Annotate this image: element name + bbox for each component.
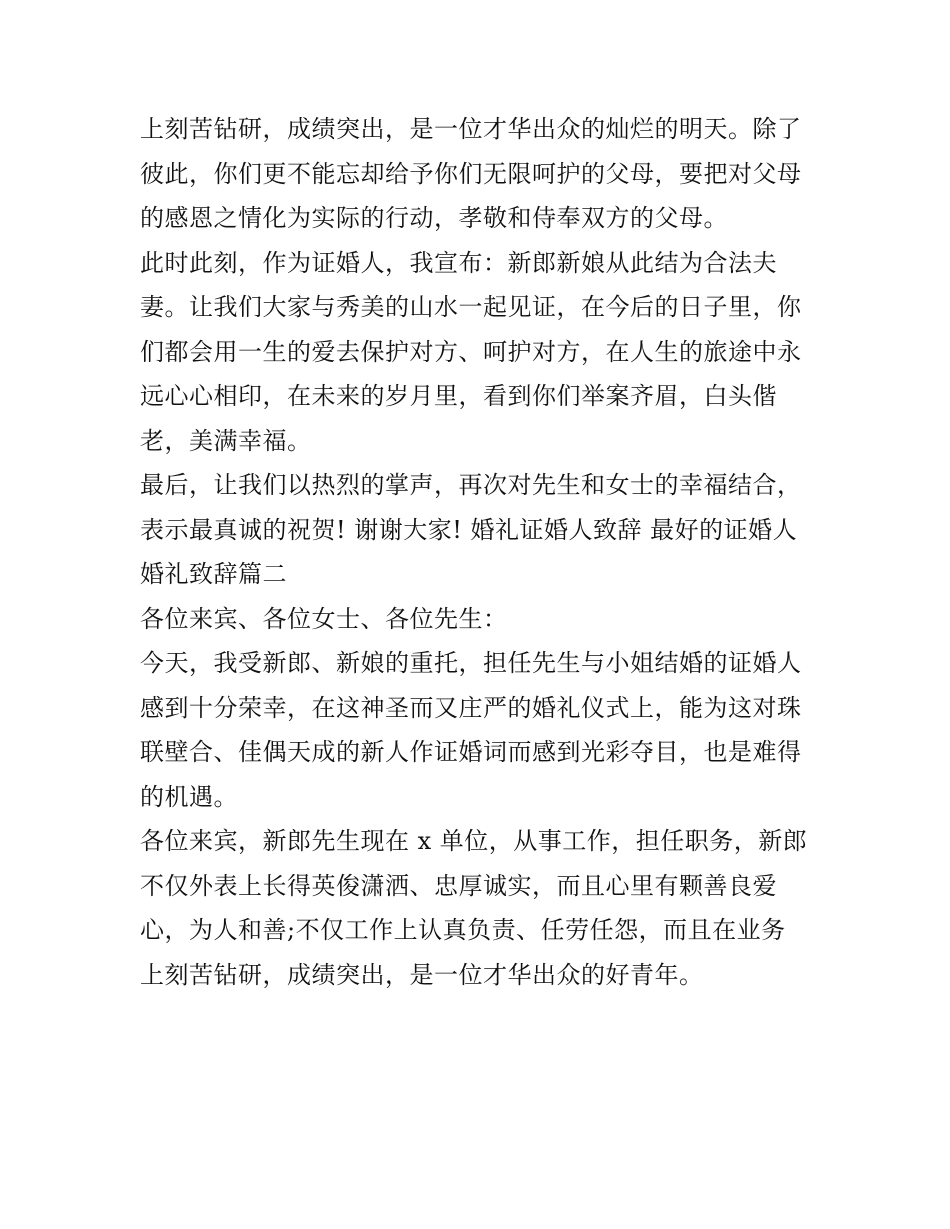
text-line: 的感恩之情化为实际的行动，孝敬和侍奉双方的父母。 bbox=[140, 204, 728, 232]
document-body bbox=[140, 107, 820, 997]
text-line: 不仅外表上长得英俊潇洒、忠厚诚实，而且心里有颗善良爱 bbox=[140, 871, 777, 900]
paragraph-closing-blessing bbox=[140, 107, 820, 241]
paragraph-groom-description bbox=[140, 819, 820, 997]
text-line: 各位来宾，新郎先生现在 x 单位，从事工作，担任职务，新郎 bbox=[140, 827, 808, 855]
text-line: 妻。让我们大家与秀美的山水一起见证，在今后的日子里，你 bbox=[140, 293, 802, 321]
paragraph-final-thanks bbox=[140, 463, 820, 597]
text-line: 感到十分荣幸，在这神圣而又庄严的婚礼仪式上，能为这对珠 bbox=[140, 693, 802, 722]
text-line: 心，为人和善;不仅工作上认真负责、任劳任怨，而且在业务 bbox=[140, 916, 786, 944]
text-line: 表示最真诚的祝贺! 谢谢大家! 婚礼证婚人致辞 最好的证婚人 bbox=[140, 515, 798, 544]
text-line: 上刻苦钻研，成绩突出，是一位才华出众的灿烂的明天。除了 bbox=[140, 115, 802, 143]
text-line: 彼此，你们更不能忘却给予你们无限呵护的父母，要把对父母 bbox=[140, 159, 802, 188]
paragraph-salutation bbox=[140, 597, 820, 642]
text-line: 今天，我受新郎、新娘的重托，担任先生与小姐结婚的证婚人 bbox=[140, 649, 802, 677]
paragraph-introduction bbox=[140, 641, 820, 819]
text-line: 此时此刻，作为证婚人，我宣布：新郎新娘从此结为合法夫 bbox=[140, 248, 777, 277]
paragraph-declaration bbox=[140, 241, 820, 464]
text-line: 们都会用一生的爱去保护对方、呵护对方，在人生的旅途中永 bbox=[140, 337, 802, 366]
text-line: 上刻苦钻研，成绩突出，是一位才华出众的好青年。 bbox=[140, 960, 704, 989]
text-line: 远心心相印，在未来的岁月里，看到你们举案齐眉，白头偕 bbox=[140, 382, 777, 410]
text-line: 联壁合、佳偶天成的新人作证婚词而感到光彩夺目，也是难得 bbox=[140, 738, 802, 766]
text-line: 最后，让我们以热烈的掌声，再次对先生和女士的幸福结合， bbox=[140, 471, 802, 499]
text-line: 老，美满幸福。 bbox=[140, 426, 312, 455]
text-line: 各位来宾、各位女士、各位先生： bbox=[140, 604, 508, 633]
text-line: 的机遇。 bbox=[140, 782, 238, 811]
section-heading: 婚礼致辞篇二 bbox=[140, 560, 287, 588]
